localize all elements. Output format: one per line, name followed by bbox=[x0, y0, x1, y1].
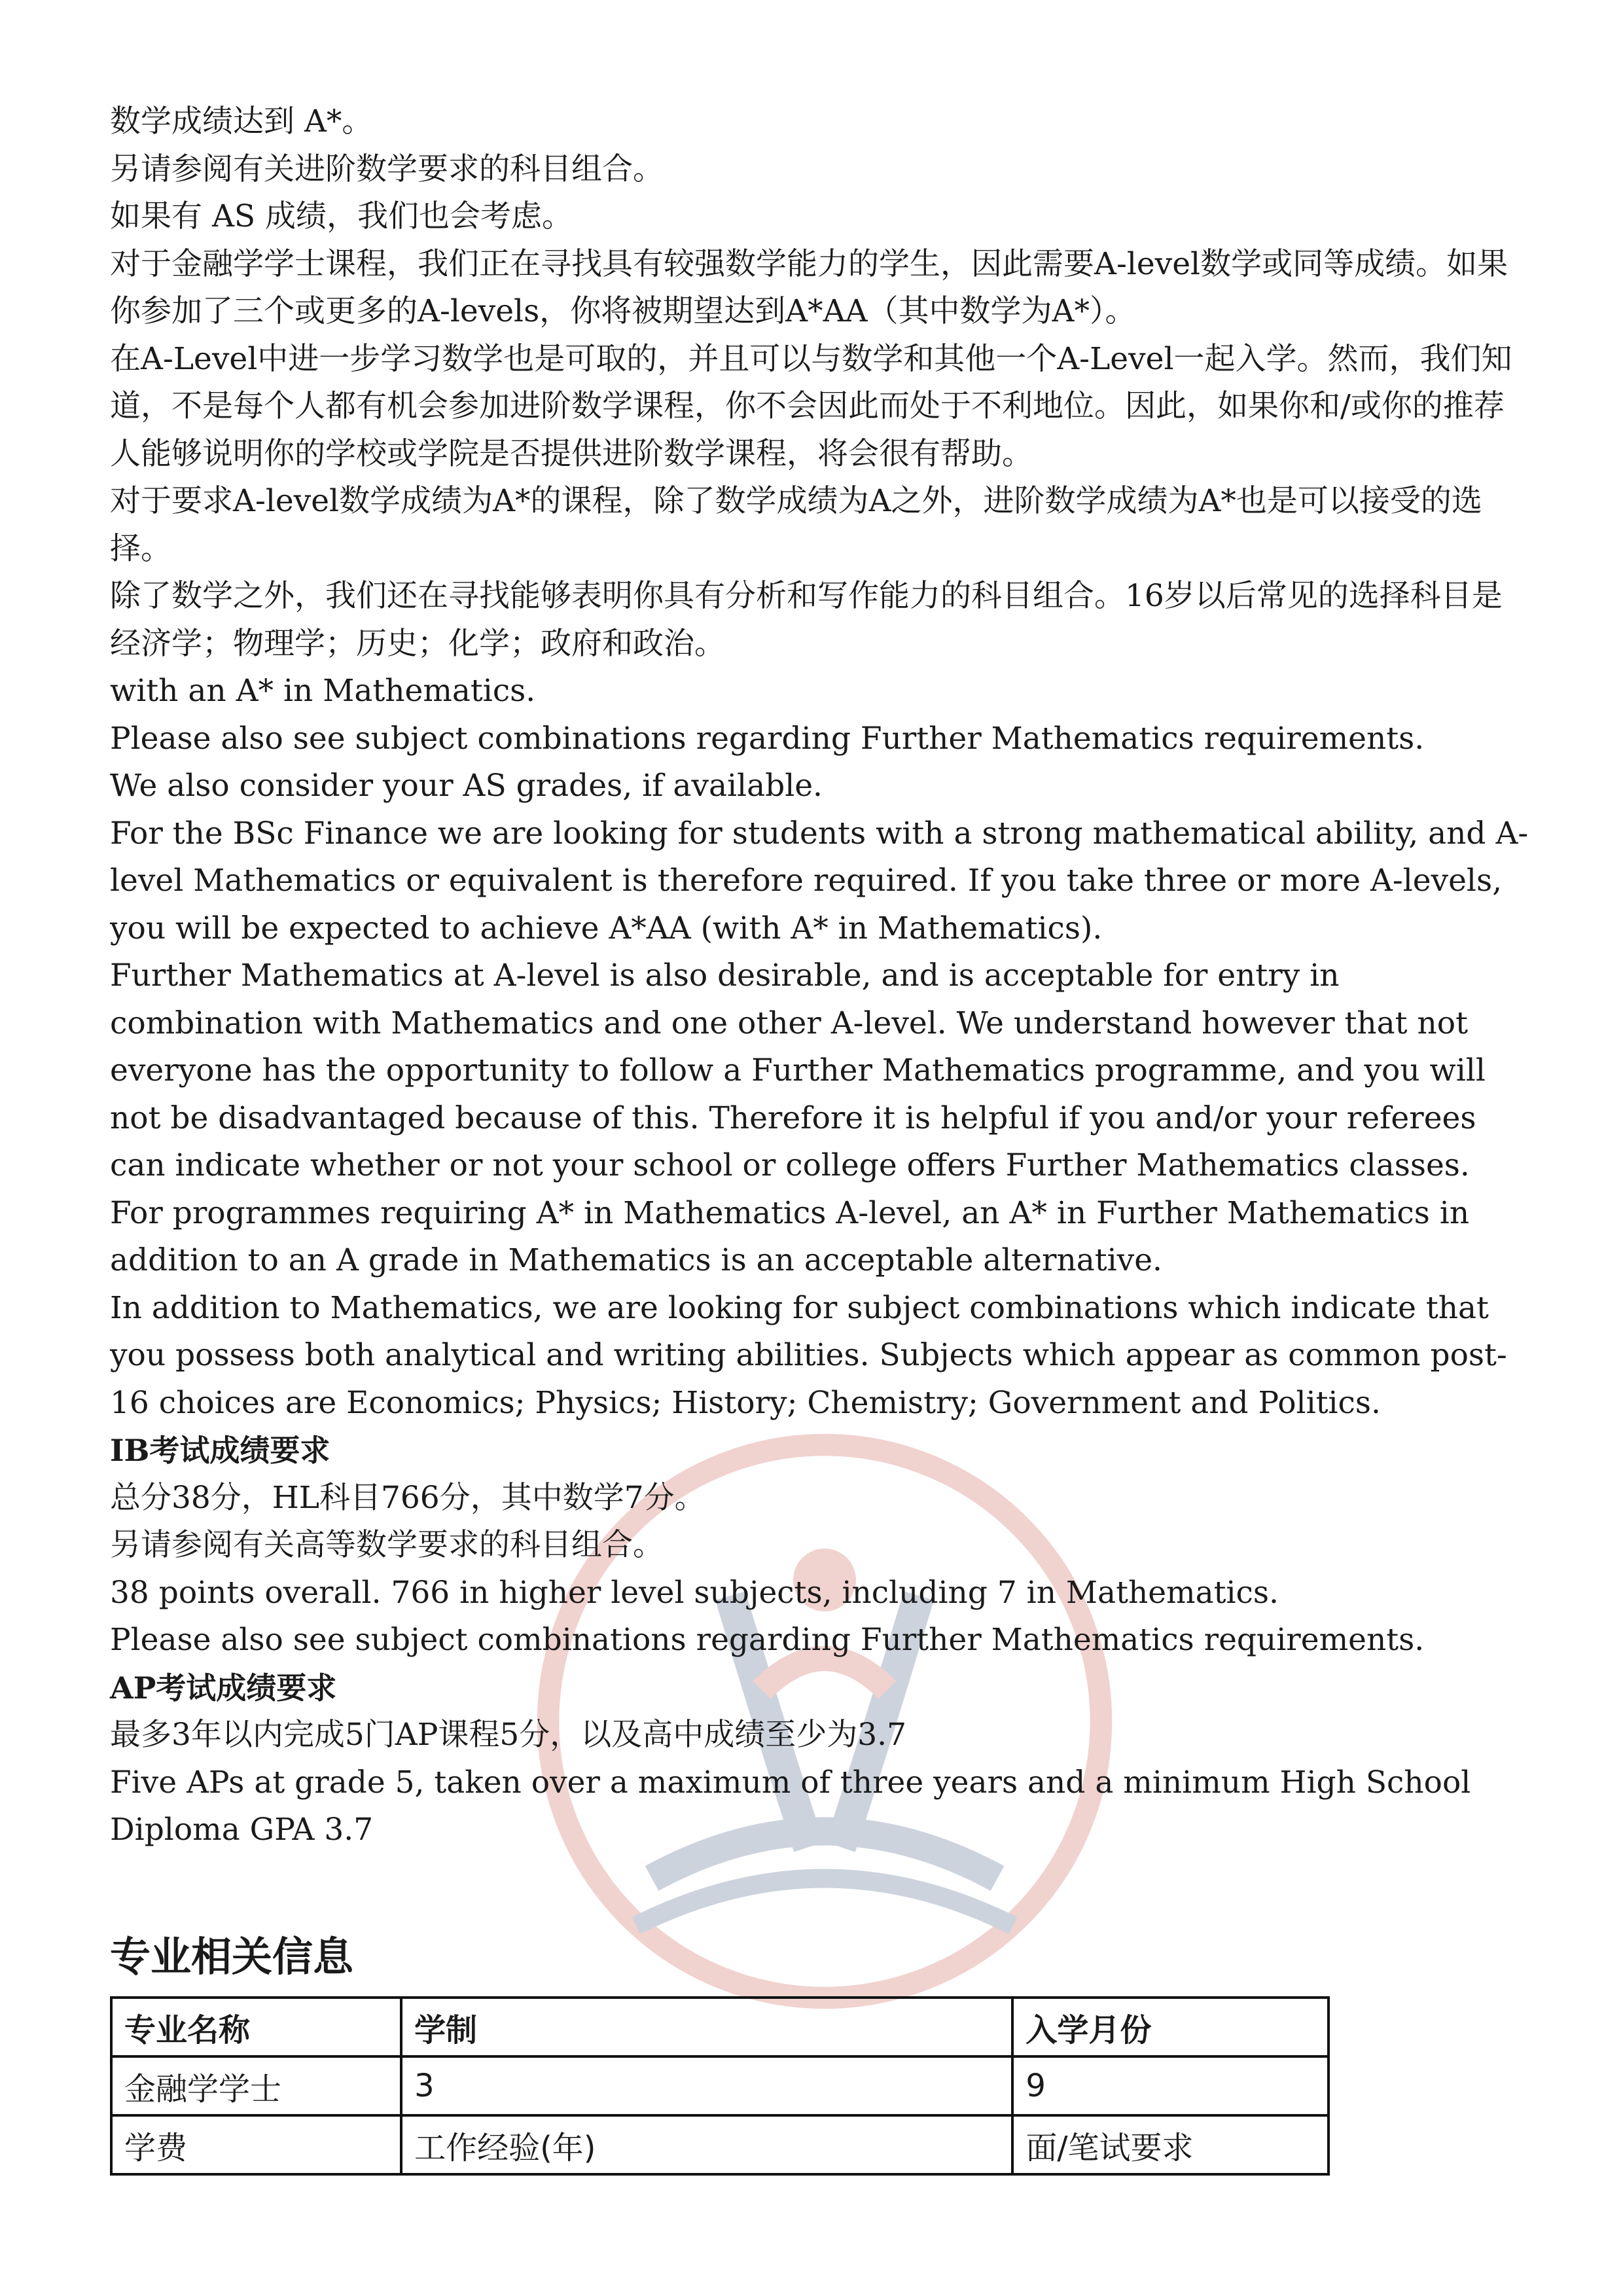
cell-duration: 3 bbox=[401, 2056, 1012, 2115]
paragraph: 对于金融学学士课程，我们正在寻找具有较强数学能力的学生，因此需要A-level数学或同等成绩。如果你参加了三个或更多的A-levels，你将被期望达到A*AA（其中数学为A*）。 bbox=[110, 245, 1508, 329]
paragraph: with an A* in Mathematics. bbox=[110, 673, 536, 709]
paragraph: 如果有 AS 成绩，我们也会考虑。 bbox=[110, 198, 573, 234]
table-header-row bbox=[111, 1998, 1329, 2056]
table-row bbox=[111, 2115, 1329, 2174]
program-info-table bbox=[110, 1996, 1330, 2176]
ib-line: 另请参阅有关高等数学要求的科目组合。 bbox=[110, 1527, 664, 1563]
document-body bbox=[110, 98, 1530, 1854]
paragraph: 除了数学之外，我们还在寻找能够表明你具有分析和写作能力的科目组合。16岁以后常见的选择科目是经济学；物理学；历史；化学；政府和政治。 bbox=[110, 578, 1503, 662]
paragraph: 另请参阅有关进阶数学要求的科目组合。 bbox=[110, 151, 664, 187]
program-info-title: 专业相关信息 bbox=[110, 1933, 354, 1981]
cell-tuition-label: 学费 bbox=[111, 2115, 401, 2174]
cell-interview-label: 面/笔试要求 bbox=[1012, 2115, 1329, 2174]
paragraph: For programmes requiring A* in Mathematics A-level, an A* in Further Mathematics in addition to an A grade in Mathematics is an acceptable alternative. bbox=[110, 1194, 1470, 1278]
cell-program-name: 金融学学士 bbox=[111, 2056, 401, 2115]
paragraph: In addition to Mathematics, we are looking for subject combinations which indicate that you possess both analytical and writing abilities. Subjects which appear as common post-16 choices are Economics; Physics; History; Chemistry; Government and Politics. bbox=[110, 1289, 1507, 1421]
paragraph: 在A-Level中进一步学习数学也是可取的，并且可以与数学和其他一个A-Level一起入学。然而，我们知道，不是每个人都有机会参加进阶数学课程，你不会因此而处于不利地位。因此，如果你和/或你的推荐人能够说明你的学校或学院是否提供进阶数学课程，将会很有帮助。 bbox=[110, 340, 1512, 472]
table-row bbox=[111, 2056, 1329, 2115]
ib-line: 38 points overall. 766 in higher level subjects, including 7 in Mathematics. bbox=[110, 1574, 1279, 1611]
header-program-name: 专业名称 bbox=[111, 1998, 401, 2056]
paragraph: Please also see subject combinations regarding Further Mathematics requirements. bbox=[110, 720, 1425, 757]
paragraph: For the BSc Finance we are looking for students with a strong mathematical ability, and A-level Mathematics or equivalent is therefore required. If you take three or more A-levels, you will be expected to achieve A*AA (with A* in Mathematics). bbox=[110, 815, 1529, 946]
ap-line: Five APs at grade 5, taken over a maximum of three years and a minimum High School Diploma GPA 3.7 bbox=[110, 1764, 1471, 1848]
ib-heading: IB考试成绩要求 bbox=[110, 1433, 330, 1468]
cell-intake-month: 9 bbox=[1012, 2056, 1329, 2115]
paragraph: 对于要求A-level数学成绩为A*的课程，除了数学成绩为A之外，进阶数学成绩为A*也是可以接受的选择。 bbox=[110, 483, 1482, 567]
ib-line: 总分38分，HL科目766分，其中数学7分。 bbox=[110, 1479, 705, 1516]
ib-line: Please also see subject combinations regarding Further Mathematics requirements. bbox=[110, 1622, 1425, 1658]
paragraph: Further Mathematics at A-level is also desirable, and is acceptable for entry in combination with Mathematics and one other A-level. We understand however that not everyone has the opportunity to follow a Further Mathematics programme, and you will not be disadvantaged because of this. Therefore it is helpful if you and/or your referees can indicate whether or not your school or college offers Further Mathematics classes. bbox=[110, 958, 1486, 1183]
header-duration: 学制 bbox=[401, 1998, 1012, 2056]
header-intake-month: 入学月份 bbox=[1012, 1998, 1329, 2056]
paragraph: 数学成绩达到 A*。 bbox=[110, 103, 373, 139]
ap-heading: AP考试成绩要求 bbox=[110, 1670, 337, 1706]
paragraph: We also consider your AS grades, if available. bbox=[110, 768, 823, 804]
cell-work-experience-label: 工作经验(年) bbox=[401, 2115, 1012, 2174]
ap-line: 最多3年以内完成5门AP课程5分，以及高中成绩至少为3.7 bbox=[110, 1717, 907, 1753]
